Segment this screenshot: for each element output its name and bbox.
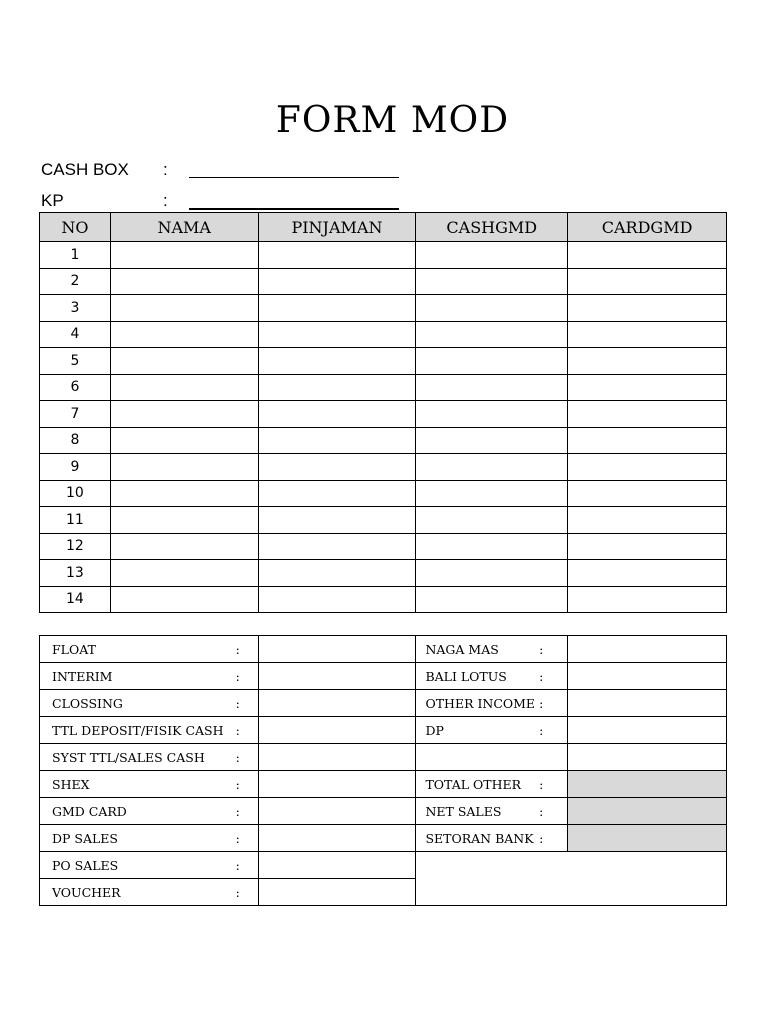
summary-left-label-text: INTERIM <box>52 668 113 684</box>
row-number: 11 <box>40 507 111 534</box>
pinjaman-cell[interactable] <box>258 374 416 401</box>
table-row <box>40 401 727 428</box>
row-number: 7 <box>40 401 111 428</box>
cardgmd-cell[interactable] <box>568 480 727 507</box>
summary-left-label <box>40 771 259 798</box>
row-number: 3 <box>40 295 111 322</box>
summary-right-colon: : <box>539 669 544 684</box>
cashgmd-cell[interactable] <box>416 533 568 560</box>
row-number: 2 <box>40 268 111 295</box>
summary-left-label <box>40 798 259 825</box>
summary-right-value-cell[interactable] <box>568 663 727 690</box>
summary-right-value-cell[interactable] <box>568 690 727 717</box>
nama-cell[interactable] <box>110 348 258 375</box>
cashgmd-cell[interactable] <box>416 480 568 507</box>
pinjaman-cell[interactable] <box>258 401 416 428</box>
nama-cell[interactable] <box>110 480 258 507</box>
summary-table <box>39 635 727 906</box>
nama-cell[interactable] <box>110 401 258 428</box>
summary-left-value-cell[interactable] <box>258 663 416 690</box>
summary-left-colon: : <box>235 723 240 738</box>
page-title: FORM MOD <box>275 100 510 141</box>
summary-left-colon: : <box>235 885 240 900</box>
summary-right-colon: : <box>539 723 544 738</box>
summary-left-colon: : <box>235 858 240 873</box>
row-number: 13 <box>40 560 111 587</box>
summary-right-label-text: OTHER INCOME <box>425 695 536 711</box>
summary-left-label <box>40 636 259 663</box>
summary-right-label <box>416 717 568 744</box>
pinjaman-cell[interactable] <box>258 507 416 534</box>
cashgmd-cell[interactable] <box>416 401 568 428</box>
summary-right-colon: : <box>539 642 544 657</box>
cashgmd-cell[interactable] <box>416 454 568 481</box>
summary-right-label-text: SETORAN BANK <box>425 830 534 846</box>
pinjaman-cell[interactable] <box>258 427 416 454</box>
summary-right-value-cell[interactable] <box>568 744 727 771</box>
summary-left-colon: : <box>235 642 240 657</box>
summary-row <box>40 717 727 744</box>
cashgmd-cell[interactable] <box>416 242 568 269</box>
pinjaman-cell[interactable] <box>258 268 416 295</box>
table-row <box>40 586 727 613</box>
summary-left-label <box>40 690 259 717</box>
nama-cell[interactable] <box>110 533 258 560</box>
summary-right-colon: : <box>539 696 544 711</box>
summary-left-label <box>40 825 259 852</box>
nama-cell[interactable] <box>110 321 258 348</box>
cashgmd-cell[interactable] <box>416 268 568 295</box>
summary-right-colon: : <box>539 777 544 792</box>
summary-right-value-cell[interactable] <box>568 771 727 798</box>
summary-row <box>40 690 727 717</box>
nama-cell[interactable] <box>110 427 258 454</box>
cardgmd-cell[interactable] <box>568 295 727 322</box>
summary-left-label <box>40 852 259 879</box>
summary-left-label-text: SYST TTL/SALES CASH <box>52 749 205 765</box>
row-number: 4 <box>40 321 111 348</box>
pinjaman-cell[interactable] <box>258 348 416 375</box>
summary-left-label-text: CLOSSING <box>52 695 123 711</box>
pinjaman-cell[interactable] <box>258 586 416 613</box>
summary-left-value-cell[interactable] <box>258 744 416 771</box>
summary-left-value-cell[interactable] <box>258 771 416 798</box>
summary-left-label <box>40 717 259 744</box>
summary-left-label <box>40 744 259 771</box>
summary-left-value-cell[interactable] <box>258 636 416 663</box>
summary-left-value-cell[interactable] <box>258 879 416 906</box>
table-row <box>40 268 727 295</box>
row-number: 14 <box>40 586 111 613</box>
summary-right-label <box>416 744 568 771</box>
pinjaman-cell[interactable] <box>258 560 416 587</box>
table-row <box>40 454 727 481</box>
summary-right-label-text: TOTAL OTHER <box>425 776 522 792</box>
column-header-pinjaman: PINJAMAN <box>258 213 416 242</box>
summary-right-value-cell[interactable] <box>568 825 727 852</box>
table-row <box>40 321 727 348</box>
summary-right-label <box>416 825 568 852</box>
row-number: 12 <box>40 533 111 560</box>
summary-left-value-cell[interactable] <box>258 852 416 879</box>
summary-right-label-text: DP <box>425 722 444 738</box>
cardgmd-cell[interactable] <box>568 533 727 560</box>
summary-right-label <box>416 798 568 825</box>
pinjaman-cell[interactable] <box>258 533 416 560</box>
cardgmd-cell[interactable] <box>568 427 727 454</box>
table-header-row <box>40 213 727 242</box>
summary-left-colon: : <box>235 777 240 792</box>
summary-right-label-text: NET SALES <box>425 803 502 819</box>
cardgmd-cell[interactable] <box>568 401 727 428</box>
cardgmd-cell[interactable] <box>568 321 727 348</box>
cardgmd-cell[interactable] <box>568 242 727 269</box>
summary-left-value-cell[interactable] <box>258 690 416 717</box>
cardgmd-cell[interactable] <box>568 586 727 613</box>
summary-right-label <box>416 636 568 663</box>
pinjaman-cell[interactable] <box>258 321 416 348</box>
summary-left-label-text: FLOAT <box>52 641 96 657</box>
summary-right-colon: : <box>539 804 544 819</box>
summary-left-colon: : <box>235 804 240 819</box>
nama-cell[interactable] <box>110 560 258 587</box>
cashgmd-cell[interactable] <box>416 560 568 587</box>
nama-cell[interactable] <box>110 454 258 481</box>
summary-row <box>40 852 727 879</box>
cash-box-line[interactable] <box>189 177 399 178</box>
summary-left-label-text: GMD CARD <box>52 803 127 819</box>
pinjaman-cell[interactable] <box>258 295 416 322</box>
summary-row <box>40 663 727 690</box>
summary-left-label-text: VOUCHER <box>52 884 121 900</box>
summary-left-label <box>40 663 259 690</box>
summary-left-colon: : <box>235 750 240 765</box>
column-header-cardgmd: CARDGMD <box>568 213 727 242</box>
cardgmd-cell[interactable] <box>568 374 727 401</box>
column-header-nama: NAMA <box>110 213 258 242</box>
pinjaman-cell[interactable] <box>258 242 416 269</box>
row-number: 9 <box>40 454 111 481</box>
summary-left-value-cell[interactable] <box>258 798 416 825</box>
summary-right-label-text: BALI LOTUS <box>425 668 507 684</box>
nama-cell[interactable] <box>110 242 258 269</box>
cardgmd-cell[interactable] <box>568 507 727 534</box>
summary-left-colon: : <box>235 669 240 684</box>
table-row <box>40 507 727 534</box>
table-row <box>40 560 727 587</box>
summary-row <box>40 636 727 663</box>
summary-left-label <box>40 879 259 906</box>
row-number: 10 <box>40 480 111 507</box>
cardgmd-cell[interactable] <box>568 454 727 481</box>
table-row <box>40 348 727 375</box>
column-header-cashgmd: CASHGMD <box>416 213 568 242</box>
summary-right-label <box>416 690 568 717</box>
summary-right-value-cell[interactable] <box>568 798 727 825</box>
summary-right-value-cell[interactable] <box>568 717 727 744</box>
summary-right-label <box>416 771 568 798</box>
column-header-no: NO <box>40 213 111 242</box>
nama-cell[interactable] <box>110 586 258 613</box>
summary-row <box>40 744 727 771</box>
summary-right-label-text: NAGA MAS <box>425 641 499 657</box>
summary-left-label-text: SHEX <box>52 776 90 792</box>
summary-right-value-cell[interactable] <box>568 636 727 663</box>
summary-right-colon: : <box>539 831 544 846</box>
cashgmd-cell[interactable] <box>416 295 568 322</box>
summary-row <box>40 771 727 798</box>
cashgmd-cell[interactable] <box>416 586 568 613</box>
summary-left-label-text: DP SALES <box>52 830 118 846</box>
row-number: 5 <box>40 348 111 375</box>
cardgmd-cell[interactable] <box>568 560 727 587</box>
summary-left-colon: : <box>235 831 240 846</box>
summary-blank-cell <box>416 852 727 906</box>
row-number: 8 <box>40 427 111 454</box>
summary-left-value-cell[interactable] <box>258 825 416 852</box>
cashgmd-cell[interactable] <box>416 348 568 375</box>
nama-cell[interactable] <box>110 268 258 295</box>
kp-colon: : <box>163 191 168 210</box>
table-row <box>40 295 727 322</box>
table-row <box>40 533 727 560</box>
summary-left-value-cell[interactable] <box>258 717 416 744</box>
cardgmd-cell[interactable] <box>568 268 727 295</box>
cashgmd-cell[interactable] <box>416 321 568 348</box>
cash-box-colon: : <box>163 160 168 179</box>
row-number: 6 <box>40 374 111 401</box>
nama-cell[interactable] <box>110 507 258 534</box>
table-row <box>40 427 727 454</box>
table-row <box>40 374 727 401</box>
cashgmd-cell[interactable] <box>416 374 568 401</box>
summary-row <box>40 798 727 825</box>
table-row <box>40 242 727 269</box>
summary-left-label-text: TTL DEPOSIT/FISIK CASH <box>52 722 224 738</box>
summary-row <box>40 825 727 852</box>
nama-cell[interactable] <box>110 374 258 401</box>
nama-cell[interactable] <box>110 295 258 322</box>
summary-right-label <box>416 663 568 690</box>
pinjaman-cell[interactable] <box>258 454 416 481</box>
table-row <box>40 480 727 507</box>
loan-table <box>39 212 727 613</box>
cashgmd-cell[interactable] <box>416 427 568 454</box>
pinjaman-cell[interactable] <box>258 480 416 507</box>
cardgmd-cell[interactable] <box>568 348 727 375</box>
kp-label: KP <box>41 191 64 210</box>
kp-line[interactable] <box>189 208 399 210</box>
cashgmd-cell[interactable] <box>416 507 568 534</box>
cash-box-label: CASH BOX <box>41 160 129 179</box>
summary-left-label-text: PO SALES <box>52 857 119 873</box>
row-number: 1 <box>40 242 111 269</box>
summary-left-colon: : <box>235 696 240 711</box>
